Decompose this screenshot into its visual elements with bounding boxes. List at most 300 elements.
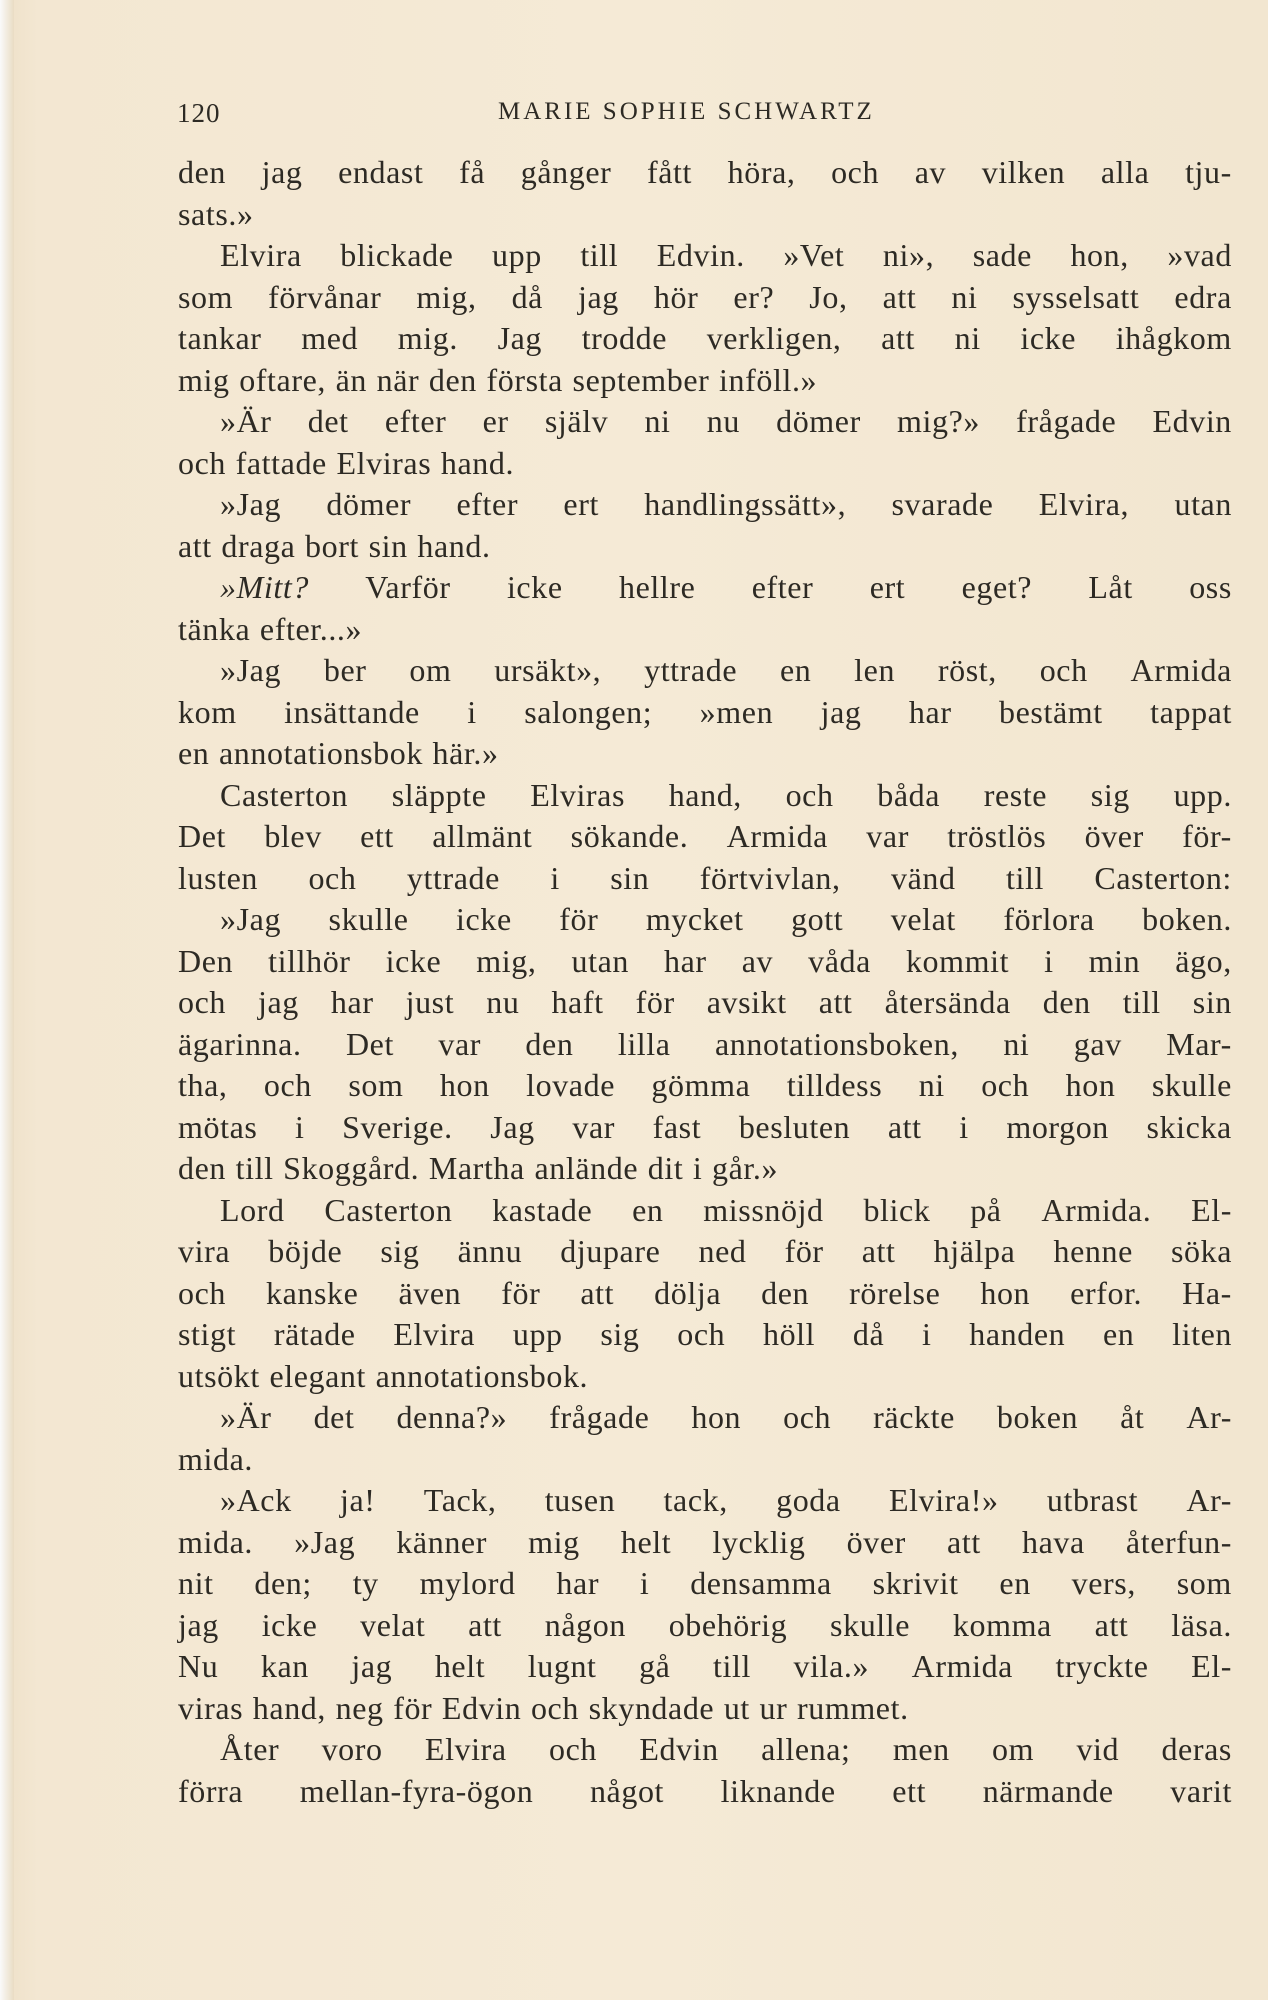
word: en bbox=[1102, 1316, 1135, 1352]
word: Skoggård. bbox=[283, 1150, 420, 1186]
word: mida. bbox=[178, 1523, 253, 1560]
word: med bbox=[301, 320, 359, 356]
word: skulle bbox=[1151, 1067, 1232, 1103]
word: »Ack bbox=[220, 1482, 292, 1518]
word: och bbox=[308, 859, 357, 896]
text-line bbox=[178, 1397, 1232, 1439]
word: Armida bbox=[911, 1648, 1013, 1684]
word: går.» bbox=[712, 1150, 779, 1186]
word: Armida. bbox=[1041, 1191, 1152, 1228]
word: vänd bbox=[891, 859, 956, 896]
word: nu bbox=[486, 984, 520, 1020]
text-line bbox=[178, 941, 1232, 983]
word: i bbox=[922, 1316, 932, 1352]
word: ursäkt», bbox=[494, 652, 602, 688]
word: kanske bbox=[266, 1274, 359, 1311]
word: gömma bbox=[651, 1067, 751, 1103]
word: då bbox=[511, 278, 543, 315]
word: sin bbox=[1192, 984, 1232, 1020]
word: ägo, bbox=[1175, 942, 1232, 979]
word: insättande bbox=[284, 693, 420, 730]
page-body-text bbox=[178, 152, 1232, 1812]
word: rummet. bbox=[796, 1689, 909, 1726]
word: läsa. bbox=[1171, 1606, 1232, 1643]
word: Casterton: bbox=[1094, 859, 1232, 896]
word: helt bbox=[620, 1523, 672, 1560]
word: utan bbox=[571, 942, 629, 979]
text-line bbox=[178, 401, 1232, 443]
word: oftare, bbox=[239, 361, 326, 398]
word: ni bbox=[918, 1067, 945, 1103]
text-line bbox=[178, 1356, 1232, 1398]
word: icke bbox=[261, 1606, 318, 1643]
word: draga bbox=[221, 527, 296, 564]
text-line bbox=[178, 318, 1232, 360]
word: skulle bbox=[830, 1606, 911, 1643]
word: Det bbox=[178, 818, 227, 854]
word: åt bbox=[1120, 1399, 1145, 1435]
word: trodde bbox=[581, 320, 668, 356]
word: fast bbox=[652, 1108, 702, 1145]
word: då bbox=[852, 1316, 885, 1352]
word: för bbox=[501, 1274, 541, 1311]
word: djupare bbox=[560, 1233, 661, 1269]
word: vilken bbox=[981, 154, 1066, 190]
word: ni», bbox=[882, 237, 935, 273]
word: »vad bbox=[1167, 237, 1232, 273]
word: Elvira bbox=[393, 1316, 476, 1352]
word: Edvin bbox=[639, 1731, 719, 1767]
word: och bbox=[785, 776, 834, 813]
word: ett bbox=[360, 818, 394, 854]
page-header bbox=[0, 98, 1268, 138]
word: efter bbox=[751, 569, 814, 605]
word: för bbox=[393, 1689, 433, 1726]
word: och bbox=[981, 1067, 1030, 1103]
word: neg bbox=[335, 1689, 384, 1726]
page-number: 120 bbox=[177, 98, 221, 128]
word: »Mitt? bbox=[220, 569, 309, 605]
word: den bbox=[525, 1025, 574, 1062]
word: tröstlös bbox=[947, 818, 1047, 854]
word: den bbox=[428, 361, 477, 398]
word: mötas bbox=[178, 1108, 258, 1145]
word: alla bbox=[1100, 154, 1150, 190]
word: upp. bbox=[1173, 776, 1232, 813]
word: för bbox=[784, 1233, 824, 1269]
word: förra bbox=[178, 1772, 244, 1809]
word: len bbox=[854, 652, 896, 688]
text-line bbox=[178, 1771, 1232, 1813]
word: ni bbox=[1003, 1025, 1030, 1062]
word: jag bbox=[578, 278, 619, 315]
word: höll bbox=[762, 1316, 816, 1352]
word: och bbox=[783, 1399, 832, 1435]
word: Tack, bbox=[423, 1482, 497, 1518]
word: lovade bbox=[526, 1067, 616, 1103]
word: Nu bbox=[178, 1648, 219, 1684]
word: ur bbox=[759, 1689, 788, 1726]
word: »Är bbox=[220, 1399, 272, 1435]
text-line bbox=[178, 235, 1232, 277]
word: stigt bbox=[178, 1316, 237, 1352]
word: till bbox=[713, 1648, 751, 1684]
word: tha, bbox=[178, 1067, 228, 1103]
word: mellan-fyra-ögon bbox=[299, 1772, 534, 1809]
word: att bbox=[882, 278, 917, 315]
word: tankar bbox=[178, 320, 262, 356]
word: kommit bbox=[905, 942, 1010, 979]
word: oss bbox=[1189, 569, 1232, 605]
word: sig bbox=[380, 1233, 420, 1269]
word: ägarinna. bbox=[178, 1025, 302, 1062]
word: Jag bbox=[490, 1108, 535, 1145]
word: förvånar bbox=[268, 278, 382, 315]
word: hon bbox=[439, 1067, 490, 1103]
word: en bbox=[999, 1565, 1031, 1601]
word: tappat bbox=[1150, 693, 1232, 730]
word: mig. bbox=[397, 320, 458, 356]
word: Den bbox=[178, 942, 234, 979]
word: verkligen, bbox=[706, 320, 842, 356]
word: hjälpa bbox=[933, 1233, 1016, 1269]
word: återsända bbox=[884, 984, 1011, 1020]
word: frågade bbox=[549, 1399, 650, 1435]
word: frågade bbox=[1016, 403, 1117, 439]
word: annotationsbok. bbox=[375, 1357, 589, 1394]
word: av bbox=[741, 942, 774, 979]
word: ert bbox=[869, 569, 906, 605]
word: i bbox=[1044, 942, 1054, 979]
word: september bbox=[572, 361, 710, 398]
word: gå bbox=[639, 1648, 671, 1684]
word: tilldess bbox=[786, 1067, 883, 1103]
word: Åter bbox=[220, 1731, 280, 1767]
text-line bbox=[178, 1024, 1232, 1066]
word: ni bbox=[954, 320, 981, 356]
word: för- bbox=[1182, 818, 1232, 854]
word: var bbox=[866, 818, 909, 854]
word: yttrade bbox=[644, 652, 738, 688]
word: vid bbox=[1076, 1731, 1120, 1767]
word: som bbox=[178, 278, 234, 315]
word: Edvin bbox=[1152, 403, 1232, 439]
word: Armida bbox=[726, 818, 828, 854]
word: ut bbox=[723, 1689, 750, 1726]
word: utsökt bbox=[178, 1357, 260, 1394]
word: nit bbox=[178, 1565, 214, 1601]
text-line bbox=[178, 1563, 1232, 1605]
word: Varför bbox=[365, 569, 451, 605]
word: ett bbox=[892, 1772, 927, 1809]
word: har bbox=[664, 942, 707, 979]
word: edra bbox=[1174, 278, 1232, 315]
text-line bbox=[178, 1480, 1232, 1522]
word: hellre bbox=[618, 569, 696, 605]
word: röst, bbox=[937, 652, 997, 688]
text-line bbox=[178, 1439, 1232, 1481]
word: tänka bbox=[178, 610, 251, 647]
word: någon bbox=[544, 1606, 626, 1643]
word: en bbox=[632, 1191, 664, 1228]
word: upp bbox=[492, 237, 542, 273]
word: över bbox=[846, 1523, 906, 1560]
word: men bbox=[892, 1731, 950, 1767]
text-line bbox=[178, 816, 1232, 858]
word: i bbox=[550, 859, 560, 896]
word: blev bbox=[264, 818, 322, 854]
word: velat bbox=[360, 1606, 426, 1643]
word: hand, bbox=[668, 776, 742, 813]
word: var bbox=[438, 1025, 482, 1062]
text-line bbox=[178, 692, 1232, 734]
word: boken bbox=[996, 1399, 1079, 1435]
word: deras bbox=[1161, 1731, 1232, 1767]
word: mida. bbox=[178, 1440, 253, 1477]
text-line bbox=[178, 650, 1232, 692]
word: henne bbox=[1053, 1233, 1133, 1269]
word: sats.» bbox=[178, 195, 254, 232]
word: just bbox=[405, 984, 455, 1020]
text-line bbox=[178, 194, 1232, 236]
word: till bbox=[1006, 859, 1044, 896]
text-line bbox=[178, 1190, 1232, 1232]
word: ni bbox=[951, 278, 978, 315]
word: icke bbox=[456, 901, 512, 937]
text-line bbox=[178, 1273, 1232, 1315]
word: voro bbox=[321, 1731, 383, 1767]
text-line bbox=[178, 858, 1232, 900]
word: dit bbox=[647, 1150, 684, 1186]
word: för bbox=[559, 901, 599, 937]
word: rörelse bbox=[849, 1274, 941, 1311]
word: och bbox=[549, 1731, 598, 1767]
word: erfor. bbox=[1070, 1274, 1143, 1311]
word: till bbox=[1122, 984, 1161, 1020]
word: allmänt bbox=[432, 818, 533, 854]
word: sin bbox=[368, 527, 408, 564]
word: var bbox=[572, 1108, 616, 1145]
word: Elviras bbox=[530, 776, 626, 813]
word: Armida bbox=[1130, 652, 1232, 688]
word: förlora bbox=[1003, 901, 1095, 937]
text-line bbox=[178, 609, 1232, 651]
word: haft bbox=[551, 984, 604, 1020]
word: »Vet bbox=[783, 237, 845, 273]
word: utan bbox=[1174, 486, 1232, 522]
word: ty bbox=[352, 1565, 379, 1601]
word: densamma bbox=[690, 1565, 832, 1601]
word: mig?» bbox=[897, 403, 980, 439]
word: icke bbox=[1020, 320, 1077, 356]
word: liten bbox=[1172, 1316, 1232, 1352]
word: min bbox=[1088, 942, 1141, 979]
word: även bbox=[398, 1274, 462, 1311]
text-line bbox=[178, 1065, 1232, 1107]
word: Mar- bbox=[1166, 1025, 1232, 1062]
word: Elvira!» bbox=[888, 1482, 999, 1518]
word: jag bbox=[351, 1648, 393, 1684]
text-line bbox=[178, 1231, 1232, 1273]
word: El- bbox=[1191, 1648, 1232, 1684]
word: och bbox=[1039, 652, 1088, 688]
word: eget? bbox=[961, 569, 1033, 605]
running-title: MARIE SOPHIE SCHWARTZ bbox=[498, 98, 875, 125]
word: endast bbox=[338, 154, 424, 190]
word: själv bbox=[544, 403, 609, 439]
word: sin bbox=[610, 859, 650, 896]
word: något bbox=[589, 1772, 665, 1809]
word: att bbox=[818, 984, 853, 1020]
word: blickade bbox=[340, 237, 454, 273]
word: handen bbox=[969, 1316, 1066, 1352]
word: Ha- bbox=[1182, 1274, 1232, 1311]
word: efter bbox=[456, 486, 519, 522]
word: hon, bbox=[1070, 237, 1129, 273]
word: gånger bbox=[520, 154, 612, 190]
word: hand. bbox=[440, 444, 515, 481]
word: gav bbox=[1073, 1025, 1122, 1062]
word: att bbox=[178, 527, 212, 564]
word: och bbox=[263, 1067, 312, 1103]
word: till bbox=[580, 237, 619, 273]
word: obehörig bbox=[668, 1606, 788, 1643]
text-line bbox=[178, 1729, 1232, 1771]
word: sade bbox=[972, 237, 1032, 273]
word: icke bbox=[385, 942, 442, 979]
word: bestämt bbox=[999, 693, 1103, 730]
word: återfun- bbox=[1125, 1523, 1232, 1560]
word: lycklig bbox=[712, 1523, 806, 1560]
word: att bbox=[1094, 1606, 1129, 1643]
word: räckte bbox=[873, 1399, 955, 1435]
word: annotationsbok bbox=[219, 735, 423, 771]
word: höra, bbox=[727, 154, 796, 190]
word: mig bbox=[178, 361, 230, 398]
word: och bbox=[178, 1274, 227, 1311]
word: Jag bbox=[497, 320, 543, 356]
word: blick bbox=[863, 1191, 931, 1228]
word: Elvira bbox=[220, 237, 302, 273]
word: mig bbox=[528, 1523, 580, 1560]
word: få bbox=[459, 154, 486, 190]
word: att bbox=[887, 1108, 922, 1145]
word: Elviras bbox=[336, 444, 432, 481]
word: jag bbox=[820, 693, 862, 730]
word: om bbox=[409, 652, 452, 688]
text-line bbox=[178, 484, 1232, 526]
word: Elvira bbox=[424, 1731, 507, 1767]
word: och bbox=[178, 984, 227, 1020]
word: Casterton bbox=[324, 1191, 453, 1228]
word: anlände bbox=[534, 1150, 639, 1186]
word: Jo, bbox=[809, 278, 848, 315]
word: att bbox=[947, 1523, 981, 1560]
word: salongen; bbox=[524, 693, 653, 730]
word: den bbox=[178, 1150, 227, 1186]
word: liknande bbox=[720, 1772, 836, 1809]
text-line bbox=[178, 1522, 1232, 1564]
word: hand, bbox=[252, 1689, 326, 1726]
word: tryckte bbox=[1055, 1648, 1149, 1684]
word: efter bbox=[384, 403, 447, 439]
word: mycket bbox=[645, 901, 744, 937]
word: annotationsboken, bbox=[714, 1025, 959, 1062]
word: lilla bbox=[617, 1025, 671, 1062]
word: våda bbox=[808, 942, 871, 979]
word: på bbox=[970, 1191, 1002, 1228]
word: som bbox=[1176, 1565, 1232, 1601]
word: »Jag bbox=[220, 652, 282, 688]
word: elegant bbox=[269, 1357, 367, 1394]
word: den; bbox=[254, 1565, 312, 1601]
text-line bbox=[178, 526, 1232, 568]
word: och bbox=[530, 1689, 579, 1726]
text-line bbox=[178, 1688, 1232, 1730]
word: denna?» bbox=[396, 1399, 508, 1435]
word: skyndade bbox=[588, 1689, 715, 1726]
word: bort bbox=[305, 527, 359, 564]
word: söka bbox=[1170, 1233, 1232, 1269]
word: kan bbox=[260, 1648, 309, 1684]
word: upp bbox=[512, 1316, 563, 1352]
word: förtvivlan, bbox=[699, 859, 841, 896]
word: »Jag bbox=[294, 1523, 356, 1560]
word: släppte bbox=[391, 776, 487, 813]
word: icke bbox=[506, 569, 563, 605]
word: mig, bbox=[416, 278, 477, 315]
word: har bbox=[908, 693, 952, 730]
word: i bbox=[467, 693, 477, 730]
word: sökande. bbox=[570, 818, 689, 854]
word: lusten bbox=[178, 859, 259, 896]
word: och bbox=[178, 444, 227, 481]
word: ni bbox=[644, 403, 671, 439]
word: mig, bbox=[476, 942, 537, 979]
word: en bbox=[178, 735, 210, 771]
word: ja! bbox=[339, 1482, 376, 1518]
text-line bbox=[178, 443, 1232, 485]
word: skicka bbox=[1146, 1108, 1232, 1145]
word: närmande bbox=[982, 1772, 1114, 1809]
word: i bbox=[295, 1108, 305, 1145]
word: om bbox=[992, 1731, 1035, 1767]
word: över bbox=[1084, 818, 1144, 854]
word: lugnt bbox=[527, 1648, 597, 1684]
word: missnöjd bbox=[703, 1191, 824, 1228]
word: jag bbox=[261, 154, 303, 190]
word: goda bbox=[776, 1482, 841, 1518]
word: besluten bbox=[738, 1108, 851, 1145]
text-line bbox=[178, 982, 1232, 1024]
text-line bbox=[178, 1314, 1232, 1356]
text-line bbox=[178, 567, 1232, 609]
word: inföll.» bbox=[719, 361, 818, 398]
word: »men bbox=[699, 693, 774, 730]
word: hon bbox=[980, 1274, 1031, 1311]
word: till bbox=[235, 1150, 274, 1186]
word: helt bbox=[434, 1648, 486, 1684]
text-line bbox=[178, 360, 1232, 402]
word: efter...» bbox=[259, 610, 363, 647]
word: och bbox=[677, 1316, 726, 1352]
word: fattade bbox=[235, 444, 327, 481]
word: ert bbox=[563, 486, 599, 522]
word: tack, bbox=[663, 1482, 728, 1518]
word: första bbox=[486, 361, 563, 398]
text-line bbox=[178, 1605, 1232, 1647]
word: att bbox=[861, 1233, 896, 1269]
